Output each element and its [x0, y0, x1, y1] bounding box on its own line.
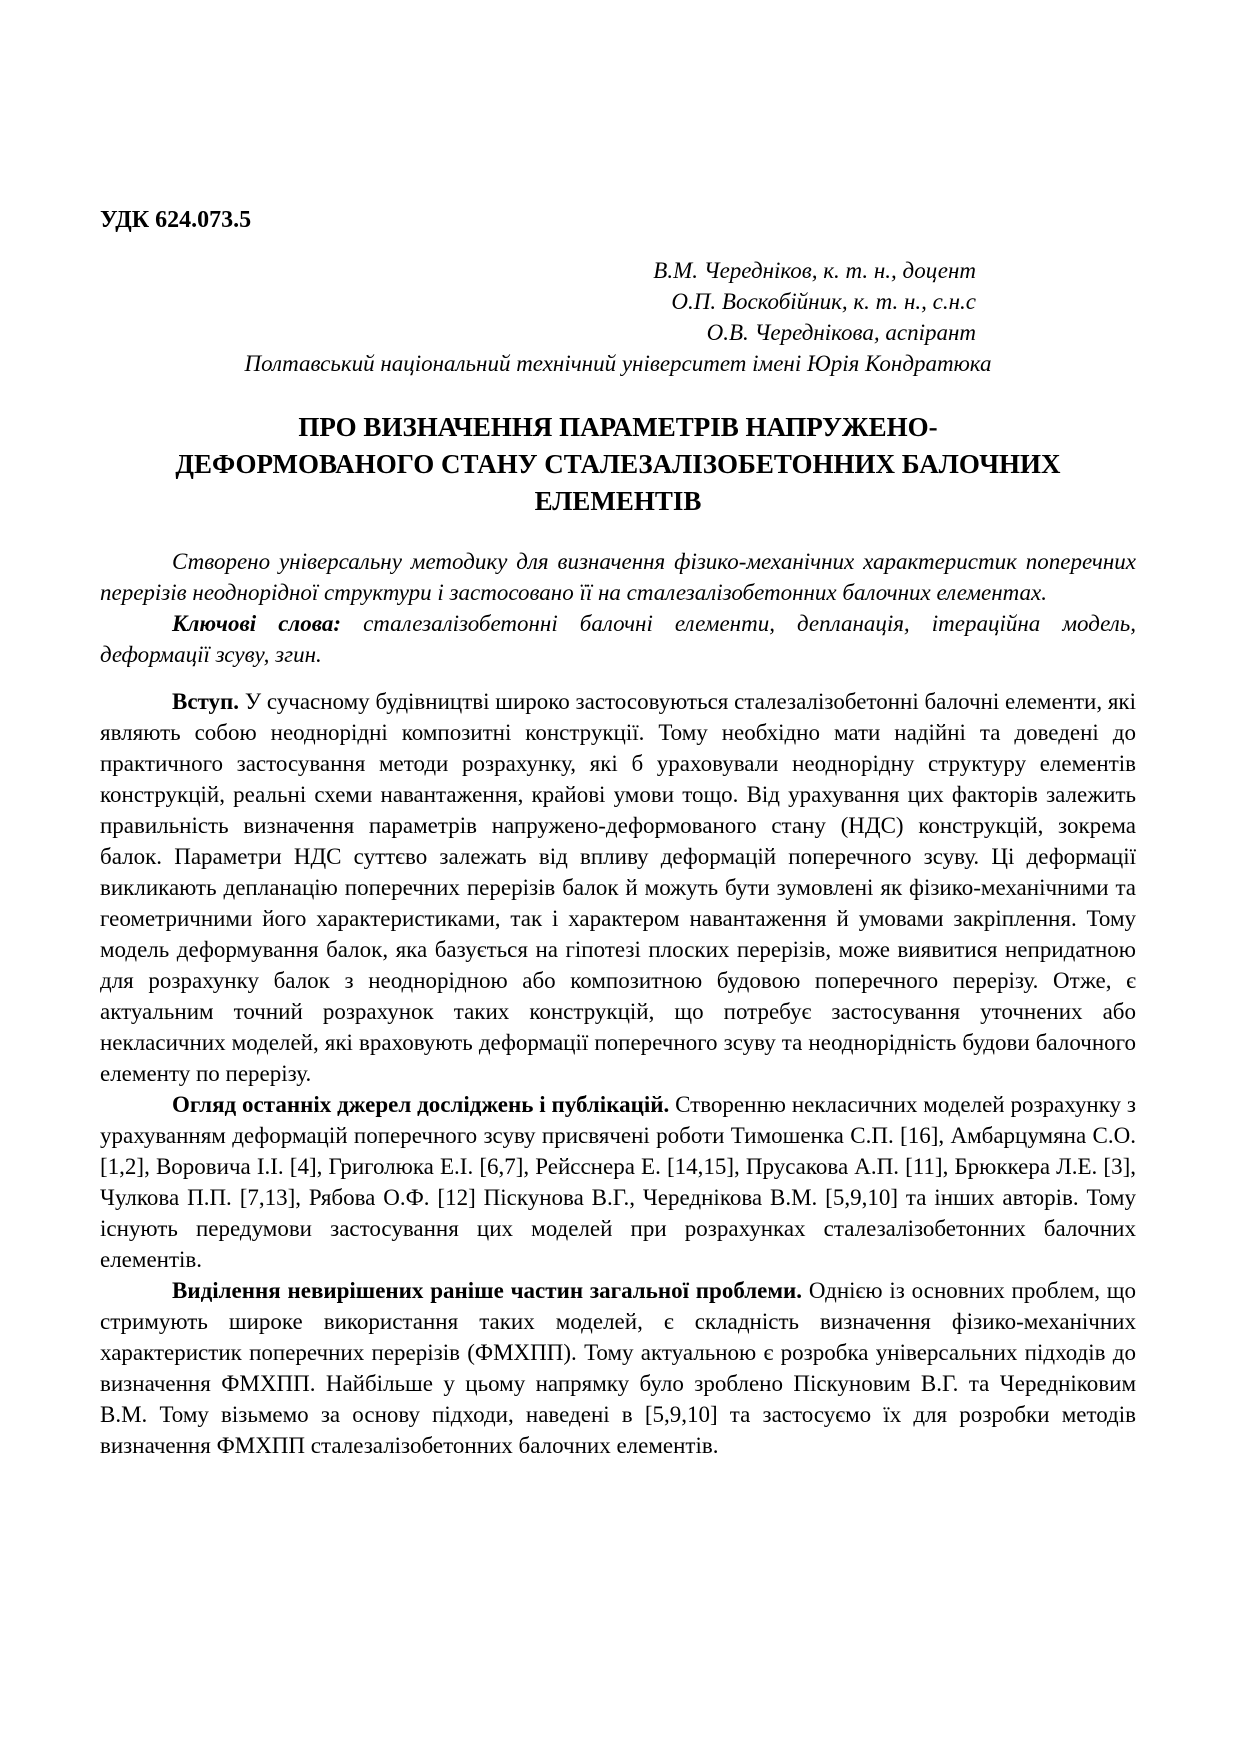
affiliation: Полтавський національний технічний університет імені Юрія Кондратюка [244, 351, 992, 376]
paper-body [100, 686, 1136, 1461]
paragraph-intro-lead: Вступ. [172, 689, 240, 714]
keywords-label: Ключові слова: [172, 611, 341, 636]
keywords-paragraph [100, 608, 1136, 670]
paragraph-review [100, 1089, 1136, 1275]
keywords-text: сталезалізобетонні балочні елементи, депланація, ітераційна модель, деформації зсуву, згин. [100, 611, 1136, 667]
paragraph-unsolved-text: Однією із основних проблем, що стримують широке використання таких моделей, є складність визначення фізико-механічних характеристик поперечних перерізів (ФМХПП). Тому актуальною є розробка універсальних підходів до визначення ФМХПП. Найбільше у цьому напрямку було зроблено Піскуновим В.Г. та Чередніковим В.М. Тому візьмемо за основу підходи, наведені в [5,9,10] та застосуємо їх для розробки методів визначення ФМХПП сталезалізобетонних балочних елементів. [100, 1278, 1136, 1458]
udc-code: УДК 624.073.5 [100, 207, 252, 233]
paper-title-line-2: ДЕФОРМОВАНОГО СТАНУ СТАЛЕЗАЛІЗОБЕТОННИХ БАЛОЧНИХ [175, 449, 1061, 479]
abstract-paragraph: Створено універсальну методику для визначення фізико-механічних характеристик поперечних перерізів неоднорідної структури і застосовано її на сталезалізобетонних балочних елементах. [100, 549, 1136, 605]
author-line-2: О.П. Воскобійник, к. т. н., с.н.с [671, 289, 976, 314]
paper-title [100, 409, 1136, 520]
paragraph-review-text: Створенню некласичних моделей розрахунку з урахуванням деформацій поперечного зсуву присвячені роботи Тимошенка С.П. [16], Амбарцумяна С.О. [1,2], Воровича І.І. [4], Григолюка Е.І. [6,7], Рейсснера Е. [14,15], Прусакова А.П. [11], Брюккера Л.Е. [3], Чулкова П.П. [7,13], Рябова О.Ф. [12] Піскунова В.Г., Череднікова В.М. [5,9,10] та інших авторів. Тому існують передумови застосування цих моделей при розрахунках сталезалізобетонних балочних елементів. [100, 1092, 1137, 1272]
paper-title-line-1: ПРО ВИЗНАЧЕННЯ ПАРАМЕТРІВ НАПРУЖЕНО- [298, 412, 938, 442]
paper-title-line-3: ЕЛЕМЕНТІВ [534, 486, 702, 516]
authors-block [100, 255, 1136, 348]
paragraph-unsolved [100, 1275, 1136, 1461]
paragraph-intro [100, 686, 1136, 1089]
paragraph-unsolved-lead: Виділення невирішених раніше частин загальної проблеми. [172, 1278, 803, 1303]
paragraph-review-lead: Огляд останніх джерел досліджень і публікацій. [172, 1092, 670, 1117]
author-line-1: В.М. Чередніков, к. т. н., доцент [653, 258, 976, 283]
author-line-3: О.В. Череднікова, аспірант [706, 320, 976, 345]
paragraph-intro-text: У сучасному будівництві широко застосовуються сталезалізобетонні балочні елементи, які являють собою неоднорідні композитні конструкції. Тому необхідно мати надійні та доведені до практичного застосування методи розрахунку, які б ураховували неоднорідну структуру елементів конструкцій, реальні схеми навантаження, крайові умови тощо. Від урахування цих факторів залежить правильність визначення параметрів напружено-деформованого стану (НДС) конструкцій, зокрема балок. Параметри НДС суттєво залежать від впливу деформацій поперечного зсуву. Ці деформації викликають депланацію поперечних перерізів балок й можуть бути зумовлені як фізико-механічними та геометричними його характеристиками, так і характером навантаження й умовами закріплення. Тому модель деформування балок, яка базується на гіпотезі плоских перерізів, може виявитися непридатною для розрахунку балок з неоднорідною або композитною будовою поперечного перерізу. Отже, є актуальним точний розрахунок таких конструкцій, що потребує застосування уточнених або некласичних моделей, які враховують деформації поперечного зсуву та неоднорідність будови балочного елементу по перерізу. [100, 689, 1136, 1086]
